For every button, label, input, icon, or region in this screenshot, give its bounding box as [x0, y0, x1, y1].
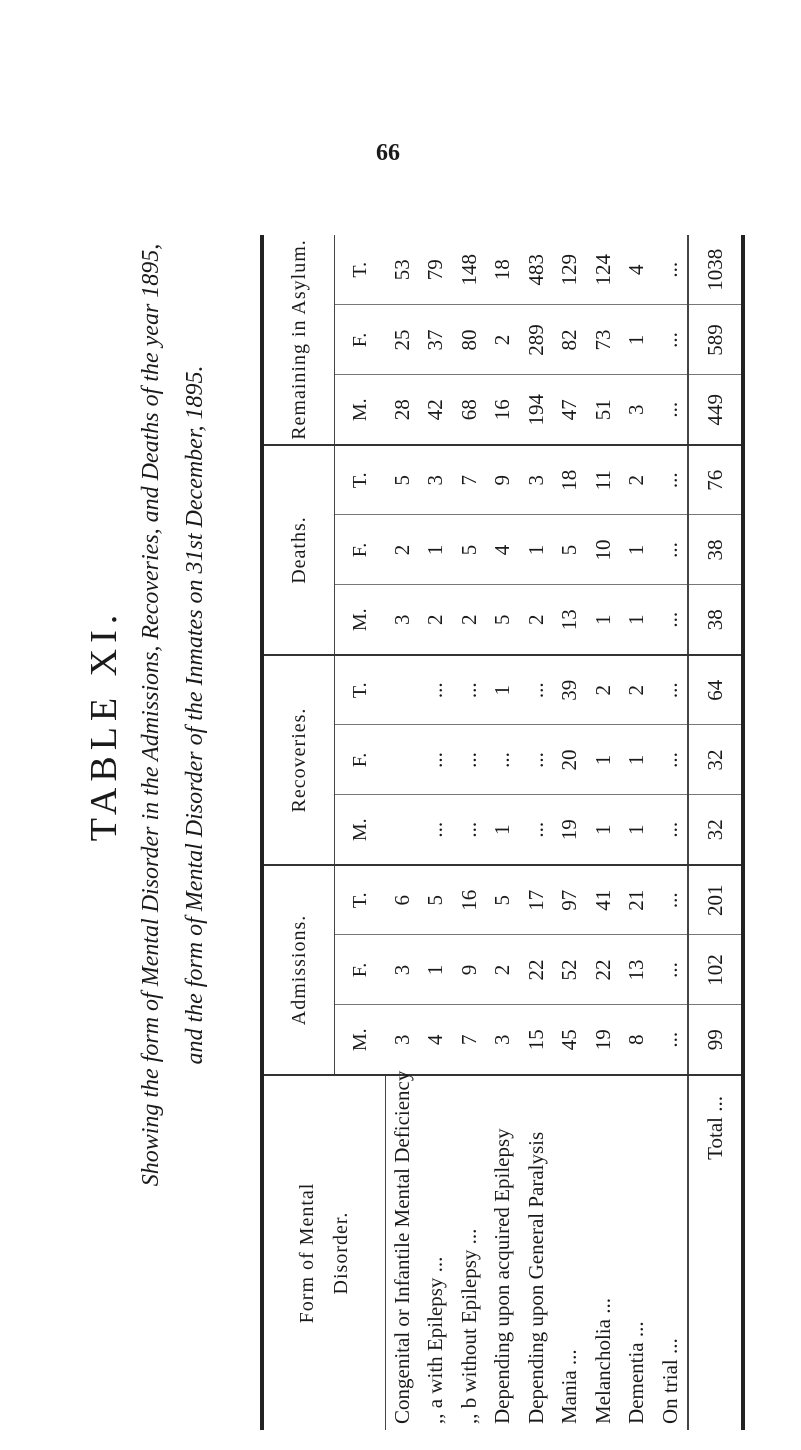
table-cell: 42 — [419, 375, 452, 445]
table-cell: ... — [519, 795, 552, 865]
sub-header-t: T. — [335, 445, 386, 515]
table-cell: 1 — [620, 795, 653, 865]
table-cell: 4 — [419, 1005, 452, 1075]
total-cell: 32 — [688, 725, 743, 795]
table-row — [620, 235, 653, 1430]
table-cell: 1 — [419, 515, 452, 585]
table-cell: ... — [419, 655, 452, 725]
group-deaths: Deaths. — [262, 445, 335, 655]
table-cell: ... — [653, 515, 688, 585]
total-cell: 589 — [688, 305, 743, 375]
table-cell: ... — [653, 795, 688, 865]
table-cell: 45 — [553, 1005, 586, 1075]
table-cell: 18 — [553, 445, 586, 515]
table-cell: 20 — [553, 725, 586, 795]
table-cell: ... — [419, 725, 452, 795]
table-cell: 28 — [385, 375, 419, 445]
table-cell: 97 — [553, 865, 586, 935]
table-cell: 80 — [453, 305, 486, 375]
table-cell: 9 — [453, 935, 486, 1005]
table-cell: ... — [419, 795, 452, 865]
table-title: TABLE XI. — [83, 608, 125, 842]
table-cell: 3 — [519, 445, 552, 515]
group-recoveries: Recoveries. — [262, 655, 335, 865]
row-label: Depending upon acquired Epilepsy — [490, 1128, 515, 1424]
row-label: ,, a with Epilepsy ... — [423, 1256, 448, 1424]
sub-header-m: M. — [335, 1005, 386, 1075]
table-cell: 5 — [453, 515, 486, 585]
table-cell: ... — [653, 235, 688, 305]
table-cell: 1 — [620, 305, 653, 375]
table-cell: 16 — [486, 375, 519, 445]
table-cell: 37 — [419, 305, 452, 375]
total-cell: 38 — [688, 585, 743, 655]
table-cell: 5 — [553, 515, 586, 585]
table-cell: 41 — [586, 865, 619, 935]
form-header-line-2: Disorder. — [330, 1211, 353, 1295]
table-cell: 2 — [486, 305, 519, 375]
table-row — [586, 235, 619, 1430]
sub-header-f: F. — [335, 515, 386, 585]
table-cell: 2 — [620, 655, 653, 725]
table-cell: 17 — [519, 865, 552, 935]
table-cell: 25 — [385, 305, 419, 375]
table-cell: 6 — [385, 865, 419, 935]
sub-header-f: F. — [335, 725, 386, 795]
table-cell: 53 — [385, 235, 419, 305]
table-cell: 22 — [586, 935, 619, 1005]
table-cell: 10 — [586, 515, 619, 585]
table-cell — [385, 725, 419, 795]
table-cell: 1 — [419, 935, 452, 1005]
table-cell: 19 — [586, 1005, 619, 1075]
table-cell: 148 — [453, 235, 486, 305]
table-cell: 2 — [519, 585, 552, 655]
table-caption-line-1: Showing the form of Mental Disorder in the Admissions, Recoveries, and Deaths of the year 1895, — [138, 243, 164, 1187]
table-cell: ... — [453, 725, 486, 795]
table-cell: 18 — [486, 235, 519, 305]
table-cell: 5 — [486, 865, 519, 935]
table-cell: 13 — [553, 585, 586, 655]
table-cell: ... — [653, 585, 688, 655]
table-caption-line-2: and the form of Mental Disorder of the Inmates on 31st December, 1895. — [182, 365, 208, 1065]
total-cell: 38 — [688, 515, 743, 585]
table-cell: 1 — [586, 725, 619, 795]
table-cell: 1 — [486, 655, 519, 725]
disorder-table — [260, 235, 745, 1430]
table-cell: 15 — [519, 1005, 552, 1075]
total-row — [688, 235, 743, 1430]
table-cell: 3 — [385, 585, 419, 655]
table-cell: 7 — [453, 445, 486, 515]
table-cell: ... — [653, 935, 688, 1005]
total-cell: 32 — [688, 795, 743, 865]
total-cell: 99 — [688, 1005, 743, 1075]
table-cell: 2 — [453, 585, 486, 655]
group-admissions: Admissions. — [262, 865, 335, 1075]
table-cell: 1 — [620, 515, 653, 585]
group-remaining: Remaining in Asylum. — [262, 235, 335, 445]
table-cell: 39 — [553, 655, 586, 725]
sub-header-t: T. — [335, 235, 386, 305]
table-cell: 68 — [453, 375, 486, 445]
sub-header-m: M. — [335, 795, 386, 865]
table-row — [519, 235, 552, 1430]
table-cell: 2 — [586, 655, 619, 725]
table-row — [385, 235, 419, 1430]
table-cell: 7 — [453, 1005, 486, 1075]
table-cell: 51 — [586, 375, 619, 445]
form-header — [262, 1075, 385, 1430]
table-cell: 82 — [553, 305, 586, 375]
table-cell: 3 — [385, 1005, 419, 1075]
table-cell: 1 — [586, 795, 619, 865]
sub-header-f: F. — [335, 305, 386, 375]
table-cell: 483 — [519, 235, 552, 305]
sub-header-f: F. — [335, 935, 386, 1005]
table-cell: 79 — [419, 235, 452, 305]
table-row — [553, 235, 586, 1430]
table-cell: 8 — [620, 1005, 653, 1075]
table-cell: 2 — [620, 445, 653, 515]
table-cell: ... — [653, 375, 688, 445]
table-cell: 5 — [486, 585, 519, 655]
table-row — [653, 235, 688, 1430]
table-cell — [385, 655, 419, 725]
row-label: Melancholia ... — [590, 1298, 615, 1424]
table-cell: ... — [653, 445, 688, 515]
row-label: ,, b without Epilepsy ... — [456, 1228, 481, 1424]
form-header-line-1: Form of Mental — [296, 1182, 319, 1324]
table-row — [419, 235, 452, 1430]
group-header-row — [262, 235, 335, 1430]
total-cell: 76 — [688, 445, 743, 515]
table-cell: 2 — [486, 935, 519, 1005]
table-cell: 1 — [620, 585, 653, 655]
total-label: Total ... — [688, 1075, 743, 1430]
table-cell: 21 — [620, 865, 653, 935]
table-cell: 3 — [419, 445, 452, 515]
table-cell: 2 — [385, 515, 419, 585]
total-cell: 201 — [688, 865, 743, 935]
table-row — [486, 235, 519, 1430]
row-label: Congenital or Infantile Mental Deficiency — [389, 1070, 414, 1424]
table-cell: 289 — [519, 305, 552, 375]
table-cell: 9 — [486, 445, 519, 515]
table-cell: 4 — [486, 515, 519, 585]
table-cell: 22 — [519, 935, 552, 1005]
table-cell: 19 — [553, 795, 586, 865]
total-cell: 102 — [688, 935, 743, 1005]
table-cell: ... — [519, 725, 552, 795]
table-cell: ... — [453, 795, 486, 865]
table-cell: ... — [653, 865, 688, 935]
table-cell: ... — [653, 305, 688, 375]
table-cell: 1 — [586, 585, 619, 655]
table-cell: 3 — [385, 935, 419, 1005]
page-number: 66 — [376, 140, 400, 166]
total-cell: 1038 — [688, 235, 743, 305]
table-cell: 3 — [486, 1005, 519, 1075]
table-cell: 5 — [385, 445, 419, 515]
total-cell: 64 — [688, 655, 743, 725]
table-cell: 13 — [620, 935, 653, 1005]
table-cell: 11 — [586, 445, 619, 515]
table-cell: ... — [453, 655, 486, 725]
table-row — [453, 235, 486, 1430]
sub-header-m: M. — [335, 375, 386, 445]
table-cell — [385, 795, 419, 865]
table-cell: 1 — [620, 725, 653, 795]
table-cell: 1 — [486, 795, 519, 865]
table-cell: ... — [653, 725, 688, 795]
sub-header-t: T. — [335, 655, 386, 725]
table-cell: 2 — [419, 585, 452, 655]
row-label: Dementia ... — [623, 1321, 648, 1424]
sub-header-m: M. — [335, 585, 386, 655]
table-cell: 47 — [553, 375, 586, 445]
table-cell: 73 — [586, 305, 619, 375]
table-cell: ... — [653, 655, 688, 725]
table-cell: 194 — [519, 375, 552, 445]
table-cell: 4 — [620, 235, 653, 305]
table-cell: ... — [486, 725, 519, 795]
table-cell: 52 — [553, 935, 586, 1005]
table-cell: 3 — [620, 375, 653, 445]
table-cell: 129 — [553, 235, 586, 305]
row-label: Depending upon General Paralysis — [523, 1131, 548, 1424]
table-cell: 5 — [419, 865, 452, 935]
sub-header-t: T. — [335, 865, 386, 935]
table-cell: ... — [519, 655, 552, 725]
table-cell: 124 — [586, 235, 619, 305]
table-cell: 1 — [519, 515, 552, 585]
total-cell: 449 — [688, 375, 743, 445]
row-label: Mania ... — [557, 1349, 582, 1424]
table-cell: ... — [653, 1005, 688, 1075]
row-label: On trial ... — [657, 1338, 682, 1424]
table-cell: 16 — [453, 865, 486, 935]
